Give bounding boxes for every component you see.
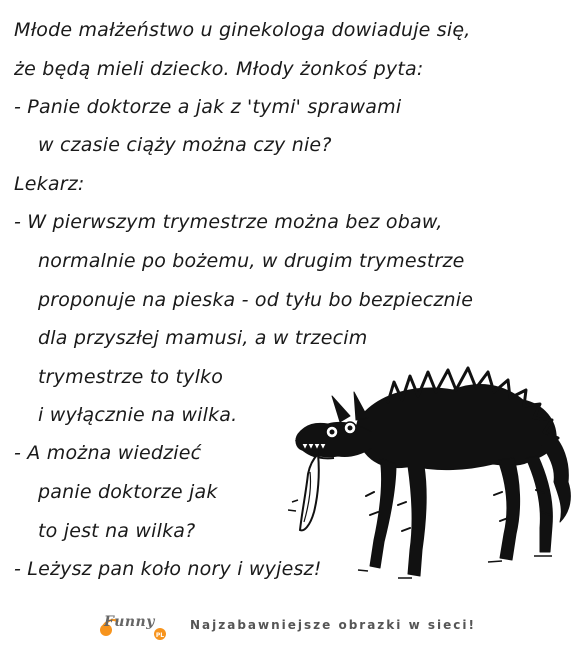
joke-line-10: trymestrze to tylko	[38, 366, 224, 388]
wolf-drawing-icon	[288, 362, 580, 592]
logo-text: Funny	[104, 614, 155, 630]
joke-line-2: że będą mieli dziecko. Młody żonkoś pyta:	[14, 58, 424, 80]
joke-line-1: Młode małżeństwo u ginekologa dowiaduje się,	[14, 19, 471, 41]
joke-line-6: - W pierwszym trymestrze można bez obaw,	[14, 211, 443, 233]
joke-line-3: - Panie doktorze a jak z 'tymi' sprawami	[14, 96, 402, 118]
joke-line-13: panie doktorze jak	[38, 481, 218, 503]
joke-line-14: to jest na wilka?	[38, 520, 196, 542]
joke-line-7: normalnie po bożemu, w drugim trymestrze	[38, 250, 465, 272]
joke-line-9: dla przyszłej mamusi, a w trzecim	[38, 327, 368, 349]
joke-line-5: Lekarz:	[14, 173, 85, 195]
joke-line-12: - A można wiedzieć	[14, 442, 202, 464]
tagline: Najzabawniejsze obrazki w sieci!	[190, 618, 476, 632]
joke-line-15: - Leżysz pan koło nory i wyjesz!	[14, 558, 322, 580]
joke-line-4: w czasie ciąży można czy nie?	[38, 134, 332, 156]
joke-line-11: i wyłącznie na wilka.	[38, 404, 238, 426]
joke-line-8: proponuje na pieska - od tyłu bo bezpiecznie	[38, 289, 474, 311]
footer	[0, 604, 582, 648]
logo-badge: PL	[155, 632, 165, 639]
